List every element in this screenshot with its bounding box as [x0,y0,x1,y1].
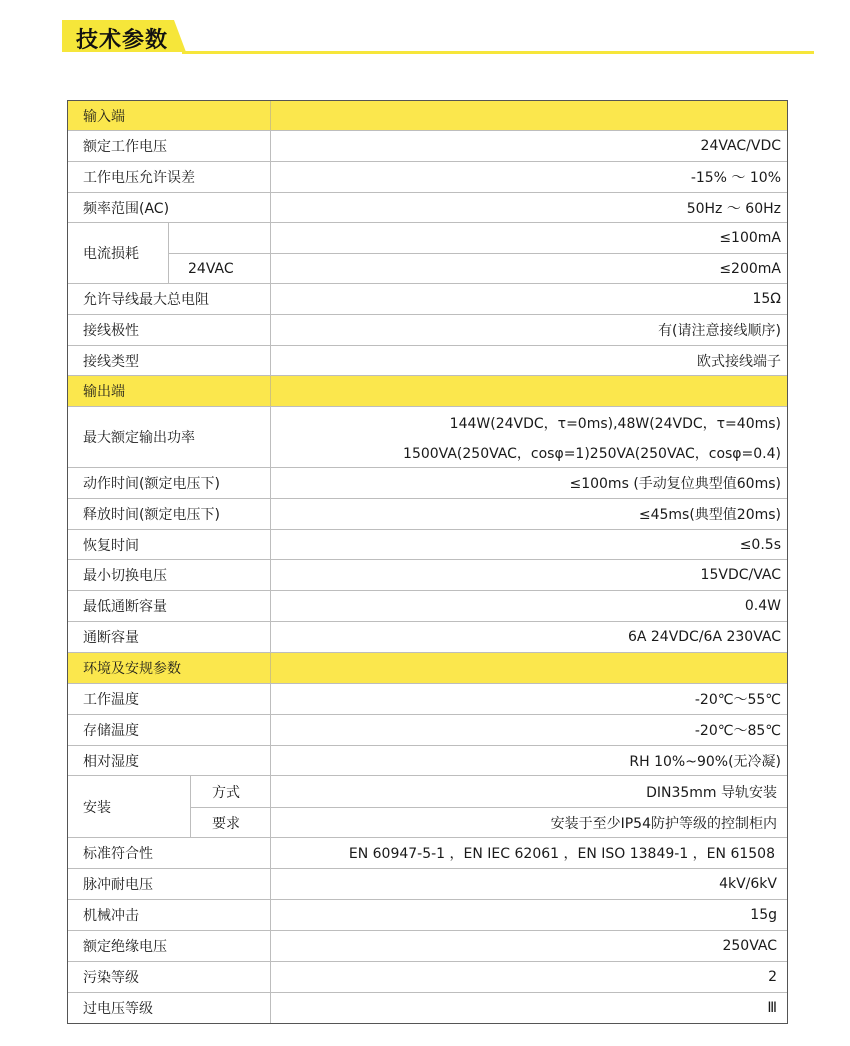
row-label: 额定绝缘电压 [83,939,167,955]
row-value: ≤45ms(典型值20ms) [638,507,781,523]
row-sub-label: 24VAC [188,261,234,277]
section-header-env [68,653,787,684]
table-row [68,591,787,622]
row-label: 额定工作电压 [83,139,167,155]
table-row [68,838,787,869]
row-value: 50Hz ～ 60Hz [686,200,781,217]
row-label: 接线极性 [83,323,139,339]
row-label: 污染等级 [83,970,139,986]
row-value: ≤100mA [719,230,781,246]
table-row [68,162,787,193]
row-label: 最大额定输出功率 [83,430,195,446]
row-label: 标准符合性 [83,846,153,862]
row-value: 有(请注意接线顺序) [658,323,781,339]
row-value: 15Ω [752,291,781,307]
table-row-max-power [68,407,787,468]
row-value: ≤0.5s [739,536,781,553]
table-row [68,715,787,746]
table-row [68,931,787,962]
table-row [68,746,787,776]
table-row [68,346,787,376]
table-row [68,468,787,499]
page-title: 技术参数 [76,28,169,53]
table-row [68,315,787,346]
table-row [68,962,787,993]
section-header-label: 输入端 [83,108,125,125]
row-value: 0.4W [744,598,781,614]
table-row-install [68,776,787,838]
row-value: 24VAC/VDC [700,138,781,154]
table-row [68,131,787,162]
row-label: 工作温度 [83,692,139,708]
row-label: 工作电压允许误差 [83,170,195,186]
section-header-input [68,101,787,131]
table-row [68,900,787,931]
row-label: 存储温度 [83,723,139,739]
row-label: 安装 [83,799,111,816]
row-value: 250VAC [722,938,777,954]
row-value: Ⅲ [767,1000,777,1016]
row-label: 过电压等级 [83,1001,153,1017]
row-label: 通断容量 [83,630,139,646]
row-value: ≤200mA [719,261,781,277]
row-value: EN 60947-5-1 ，EN IEC 62061 ，EN ISO 13849-1 ，EN 61508 [348,846,775,862]
row-value: RH 10%~90%(无冷凝) [629,753,781,770]
table-row [68,284,787,315]
table-row [68,193,787,223]
row-value: 15g [750,907,777,923]
row-label: 最小切换电压 [83,568,167,584]
row-label: 机械冲击 [83,908,139,924]
row-value: 4kV/6kV [719,876,777,892]
row-value: -15% ～ 10% [690,170,781,186]
row-value: 1500VA(250VAC，cosφ=1)250VA(250VAC，cosφ=0.4) [403,446,781,462]
section-header-label: 环境及安规参数 [83,661,181,677]
row-label: 最低通断容量 [83,599,167,615]
row-label: 允许导线最大总电阻 [83,292,209,308]
table-row [68,530,787,560]
row-value: 144W(24VDC，τ=0ms),48W(24VDC，τ=40ms) [449,415,781,432]
row-label: 脉冲耐电压 [83,877,153,893]
section-header-output [68,376,787,407]
row-label: 频率范围(AC) [83,200,170,217]
row-value: 6A 24VDC/6A 230VAC [627,629,781,645]
table-row-current [68,223,787,284]
spec-table [67,100,788,1024]
title-underline [182,51,814,54]
table-row [68,622,787,653]
section-header-label: 输出端 [83,384,125,400]
table-row [68,560,787,591]
row-value: -20℃～55℃ [694,692,781,708]
row-label: 接线类型 [83,353,139,370]
table-row [68,869,787,900]
row-label: 电流损耗 [83,246,139,262]
row-value: 欧式接线端子 [697,353,781,370]
row-value: DIN35mm 导轨安装 [646,784,777,801]
row-value: -20℃～85℃ [694,723,781,739]
table-row [68,684,787,715]
row-sub-label: 方式 [212,784,240,801]
row-value: 2 [768,969,777,985]
row-label: 恢复时间 [83,537,139,554]
row-label: 相对湿度 [83,753,139,770]
row-label: 释放时间(额定电压下) [83,507,220,523]
row-value: ≤100ms (手动复位典型值60ms) [569,476,781,492]
section-title-banner [62,20,814,56]
row-sub-label: 要求 [212,816,240,832]
table-row [68,499,787,530]
row-label: 动作时间(额定电压下) [83,476,220,492]
row-value: 15VDC/VAC [700,567,781,583]
table-row [68,993,787,1023]
row-value: 安装于至少IP54防护等级的控制柜内 [550,816,777,832]
